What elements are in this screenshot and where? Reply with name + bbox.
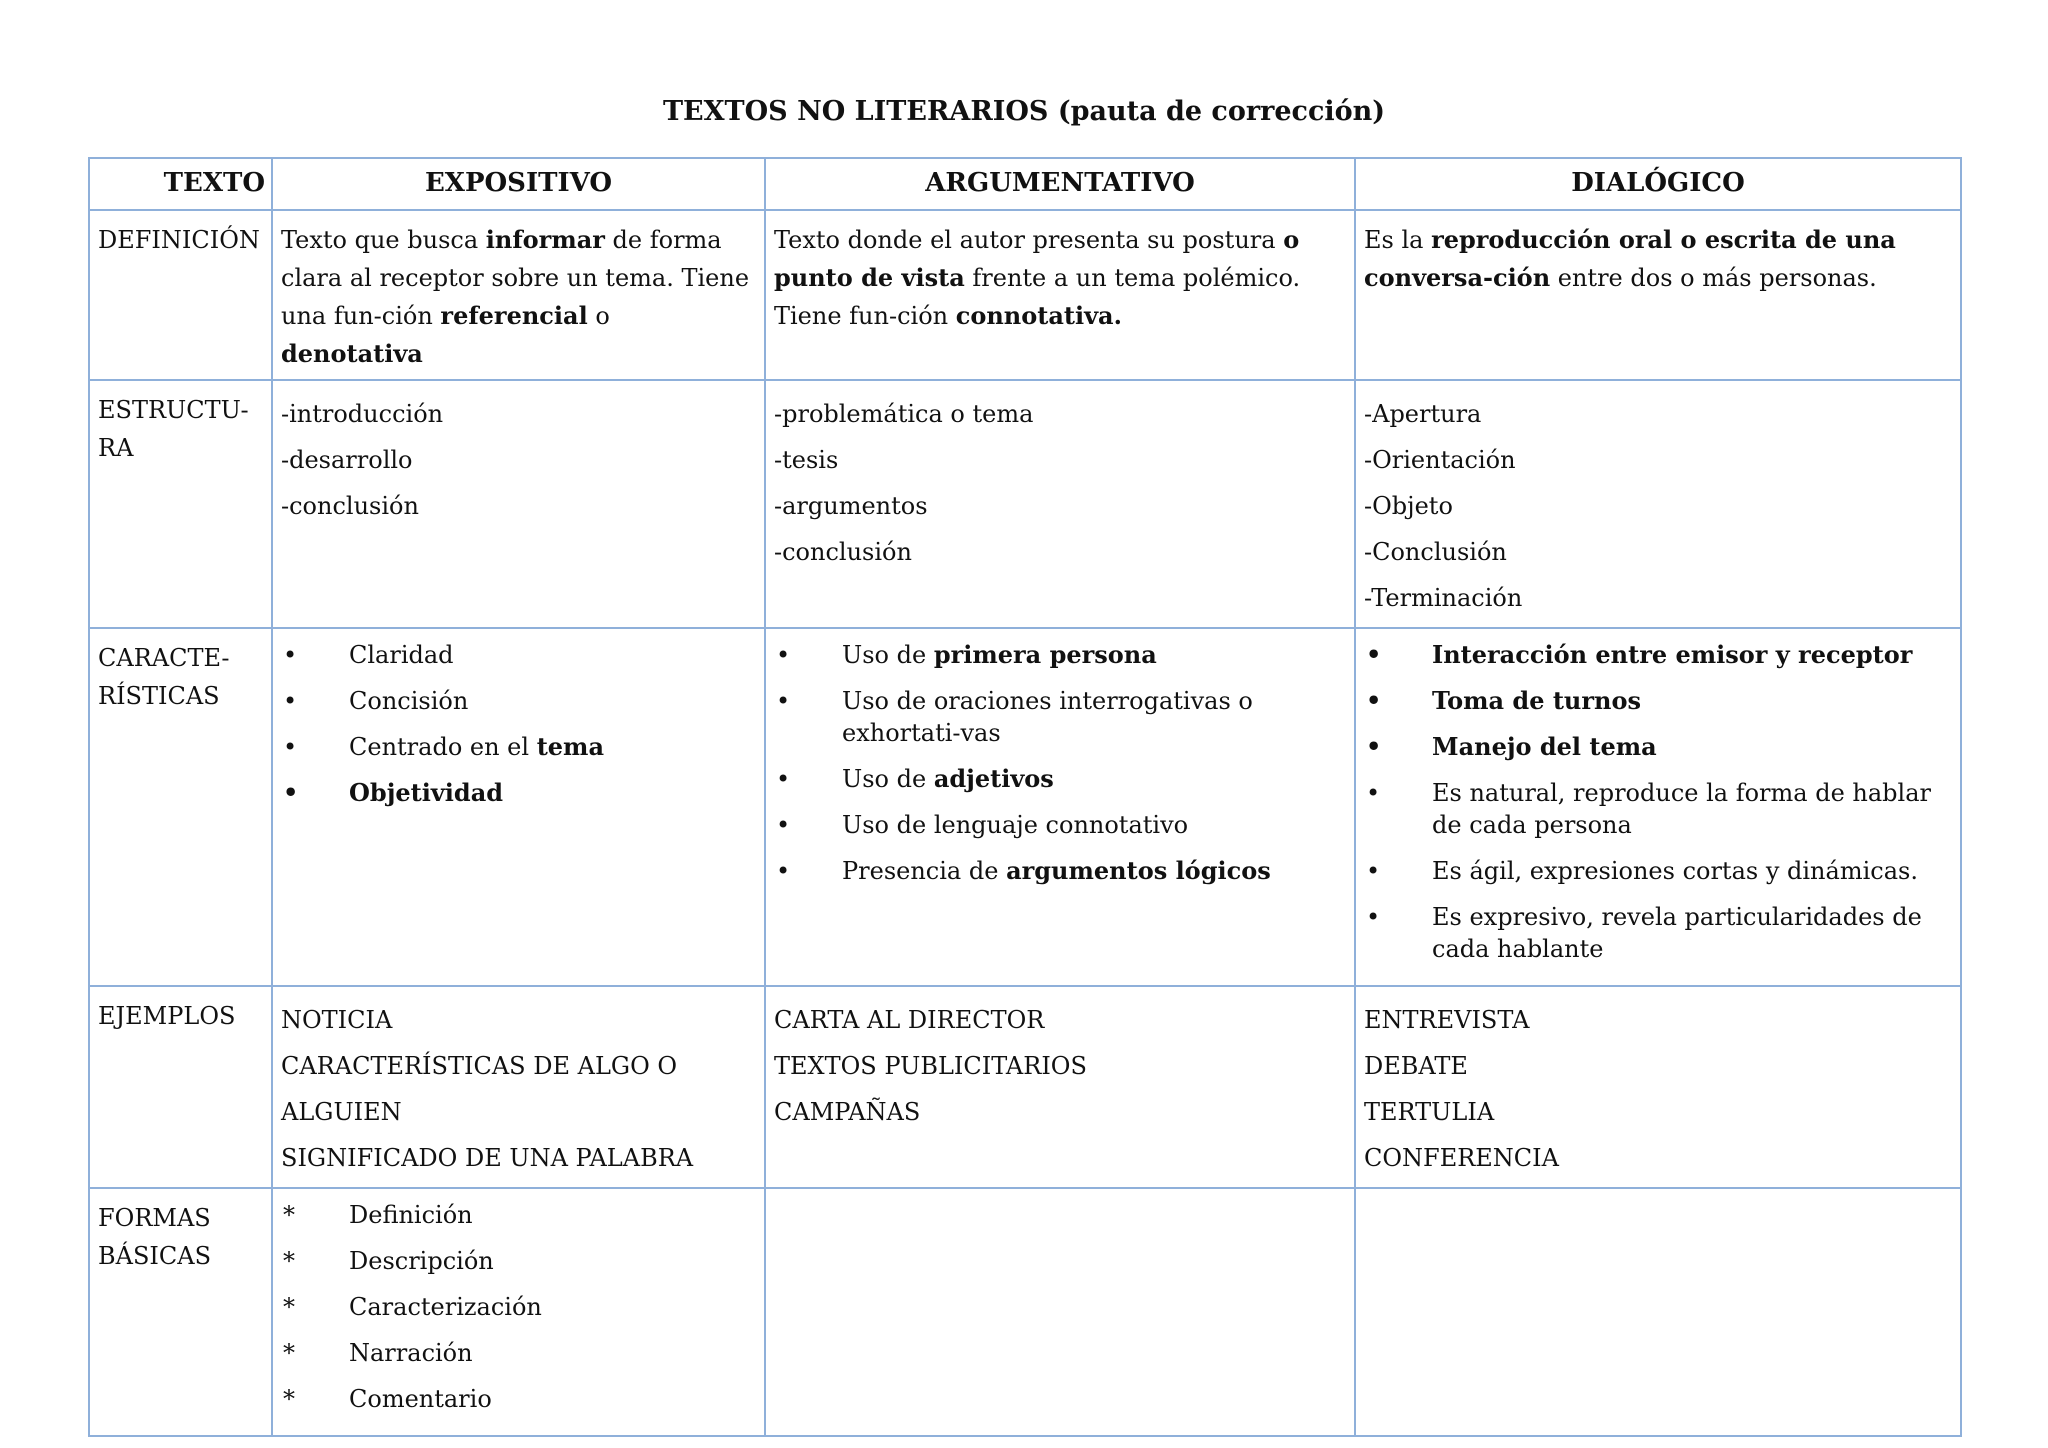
list-item: CAMPAÑAS — [774, 1098, 921, 1126]
list-item: CONFERENCIA — [1364, 1144, 1559, 1172]
formas-argumentativo — [765, 1188, 1355, 1436]
ejemplos-dialogico — [1355, 986, 1961, 1188]
asterisk-icon: * — [283, 1293, 295, 1321]
row-label-definicion: DEFINICIÓN — [89, 210, 272, 380]
asterisk-icon: * — [283, 1201, 295, 1229]
row-caracteristicas — [89, 628, 1961, 986]
page-title: TEXTOS NO LITERARIOS (pauta de corrección) — [662, 96, 1386, 127]
header-texto: TEXTO — [89, 158, 272, 210]
bullet-icon: • — [776, 765, 791, 793]
formas-expositivo — [272, 1188, 765, 1436]
list-item: • Concisión — [283, 687, 469, 715]
list-item: • Es natural, reproduce la forma de hablar de cada persona — [1366, 779, 1931, 839]
bullet-icon: • — [776, 687, 791, 715]
ejemplos-argumentativo — [765, 986, 1355, 1188]
caracteristicas-argumentativo — [765, 628, 1355, 986]
list-item: • Es ágil, expresiones cortas y dinámicas. — [1366, 857, 1918, 885]
bullet-icon: • — [776, 811, 791, 839]
bullet-icon: • — [283, 778, 299, 807]
list-item: SIGNIFICADO DE UNA PALABRA — [281, 1144, 694, 1172]
bullet-icon: • — [1366, 779, 1381, 807]
definicion-dialogico: Es la reproducción oral o escrita de una conversa-ción entre dos o más personas. — [1355, 210, 1961, 380]
row-ejemplos — [89, 986, 1961, 1188]
list-item: -argumentos — [774, 492, 928, 520]
header-expositivo: EXPOSITIVO — [272, 158, 765, 210]
asterisk-icon: * — [283, 1339, 295, 1367]
row-formas-basicas — [89, 1188, 1961, 1436]
row-label-caracteristicas: CARACTE- RÍSTICAS — [89, 628, 272, 986]
bullet-icon: • — [1366, 732, 1382, 761]
bullet-icon: • — [776, 641, 791, 669]
list-item: • Uso de oraciones interrogativas o exhortati-vas — [776, 687, 1253, 747]
list-item: • Interacción entre emisor y receptor — [1366, 640, 1913, 669]
estructura-dialogico — [1355, 380, 1961, 628]
list-item: • Uso de primera persona — [776, 640, 1157, 669]
correction-table — [88, 157, 1962, 1437]
bullet-icon: • — [283, 733, 298, 761]
ejemplos-expositivo — [272, 986, 765, 1188]
list-item: CARTA AL DIRECTOR — [774, 1006, 1045, 1034]
list-item: -tesis — [774, 446, 839, 474]
row-label-formas-basicas: FORMAS BÁSICAS — [89, 1188, 272, 1436]
list-item: • Manejo del tema — [1366, 732, 1657, 761]
list-item: -problemática o tema — [774, 400, 1034, 428]
list-item: • Presencia de argumentos lógicos — [776, 856, 1271, 885]
list-item: * Comentario — [283, 1385, 492, 1413]
bullet-icon: • — [1366, 903, 1381, 931]
header-row — [89, 158, 1961, 210]
row-definicion — [89, 210, 1961, 380]
asterisk-icon: * — [283, 1385, 295, 1413]
header-dialogico: DIALÓGICO — [1355, 158, 1961, 210]
list-item: -Conclusión — [1364, 538, 1507, 566]
list-item: -conclusión — [281, 492, 419, 520]
list-item: DEBATE — [1364, 1052, 1468, 1080]
definicion-argumentativo: Texto donde el autor presenta su postura o punto de vista frente a un tema polémico. Tiene fun-ción connotativa. — [765, 210, 1355, 380]
list-item: ENTREVISTA — [1364, 1006, 1530, 1034]
list-item: CARACTERÍSTICAS DE ALGO O ALGUIEN — [281, 1052, 678, 1126]
list-item: • Uso de adjetivos — [776, 764, 1054, 793]
list-item: • Toma de turnos — [1366, 686, 1641, 715]
bullet-icon: • — [776, 857, 791, 885]
estructura-argumentativo — [765, 380, 1355, 628]
list-item: -desarrollo — [281, 446, 413, 474]
list-item: * Caracterización — [283, 1293, 542, 1321]
list-item: • Centrado en el tema — [283, 732, 604, 761]
bullet-icon: • — [1366, 857, 1381, 885]
list-item: TERTULIA — [1364, 1098, 1495, 1126]
header-argumentativo: ARGUMENTATIVO — [765, 158, 1355, 210]
list-item: -Objeto — [1364, 492, 1453, 520]
list-item: -Terminación — [1364, 584, 1523, 612]
list-item: -Orientación — [1364, 446, 1516, 474]
caracteristicas-dialogico — [1355, 628, 1961, 986]
list-item: -conclusión — [774, 538, 912, 566]
asterisk-icon: * — [283, 1247, 295, 1275]
list-item: -introducción — [281, 400, 444, 428]
list-item: • Claridad — [283, 641, 454, 669]
definicion-expositivo: Texto que busca informar de forma clara al receptor sobre un tema. Tiene una fun-ción referencial o denotativa — [272, 210, 765, 380]
row-label-estructura: ESTRUCTU- RA — [89, 380, 272, 628]
bullet-icon: • — [1366, 640, 1382, 669]
list-item: • Uso de lenguaje connotativo — [776, 811, 1189, 839]
list-item: TEXTOS PUBLICITARIOS — [774, 1052, 1087, 1080]
bullet-icon: • — [1366, 686, 1382, 715]
caracteristicas-expositivo — [272, 628, 765, 986]
list-item: * Descripción — [283, 1247, 494, 1275]
row-estructura — [89, 380, 1961, 628]
list-item: • Es expresivo, revela particularidades de cada hablante — [1366, 903, 1922, 963]
list-item: * Definición — [283, 1201, 473, 1229]
list-item: • Objetividad — [283, 778, 504, 807]
estructura-expositivo — [272, 380, 765, 628]
bullet-icon: • — [283, 687, 298, 715]
list-item: * Narración — [283, 1339, 473, 1367]
list-item: NOTICIA — [281, 1006, 393, 1034]
formas-dialogico — [1355, 1188, 1961, 1436]
list-item: -Apertura — [1364, 400, 1482, 428]
bullet-icon: • — [283, 641, 298, 669]
row-label-ejemplos: EJEMPLOS — [89, 986, 272, 1188]
